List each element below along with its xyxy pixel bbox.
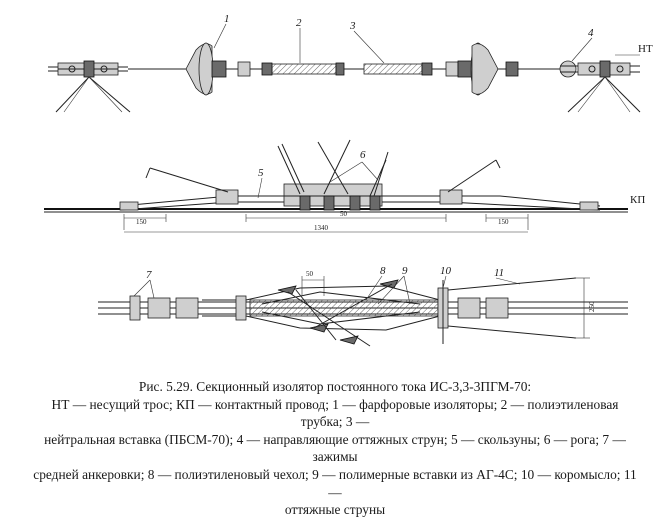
callout-1: 1 bbox=[224, 13, 230, 25]
callout-10: 10 bbox=[440, 265, 451, 277]
callout-5: 5 bbox=[258, 167, 264, 179]
caption-line-5: оттяжные струны bbox=[284, 502, 386, 518]
caption-line-3: нейтральная вставка (ПБСМ-70); 4 — направляющие оттяжных струн; 5 — скользуны; 6 — рога; 7 — зажимы bbox=[44, 431, 626, 465]
callout-11: 11 bbox=[494, 267, 505, 279]
top-view-messenger-assembly bbox=[48, 13, 653, 112]
plan-view-assembly bbox=[98, 265, 628, 346]
left-guide-clamp bbox=[48, 61, 130, 112]
right-guide-clamp bbox=[560, 61, 640, 112]
dim-1340: 1340 bbox=[314, 224, 328, 232]
label-kp: КП bbox=[630, 194, 646, 206]
caption-line-2: НТ — несущий трос; КП — контактный провод; 1 — фарфоровые изоляторы; 2 — полиэтиленовая трубка; 3 — bbox=[51, 396, 619, 430]
callout-7: 7 bbox=[146, 269, 152, 281]
callout-3: 3 bbox=[350, 20, 356, 32]
porcelain-insulator-left bbox=[186, 43, 262, 95]
callout-2: 2 bbox=[296, 17, 302, 29]
dim-50-mid: 50 bbox=[340, 210, 347, 218]
neutral-insert bbox=[364, 63, 432, 75]
polyethylene-tube bbox=[262, 63, 344, 75]
callout-4: 4 bbox=[588, 27, 594, 39]
caption-line-4: средней анкеровки; 8 — полиэтиленовый чехол; 9 — полимерные вставки из АГ-4С; 10 — коромысло; 11 — bbox=[33, 466, 637, 500]
caption-title: Рис. 5.29. Секционный изолятор постоянного тока ИС-3,3-3ПГМ-70: bbox=[138, 379, 532, 394]
callout-8: 8 bbox=[380, 265, 386, 277]
callout-6: 6 bbox=[360, 149, 366, 161]
dim-250: 250 bbox=[588, 301, 596, 312]
dim-150-left: 150 bbox=[136, 218, 147, 226]
dim-50-plan: 50 bbox=[306, 270, 313, 278]
figure-caption bbox=[30, 378, 640, 519]
porcelain-insulator-right bbox=[446, 43, 520, 95]
side-view-contact-assembly bbox=[44, 140, 645, 232]
dim-150-right: 150 bbox=[498, 218, 509, 226]
callout-9: 9 bbox=[402, 265, 408, 277]
label-nt: НТ bbox=[638, 43, 653, 55]
